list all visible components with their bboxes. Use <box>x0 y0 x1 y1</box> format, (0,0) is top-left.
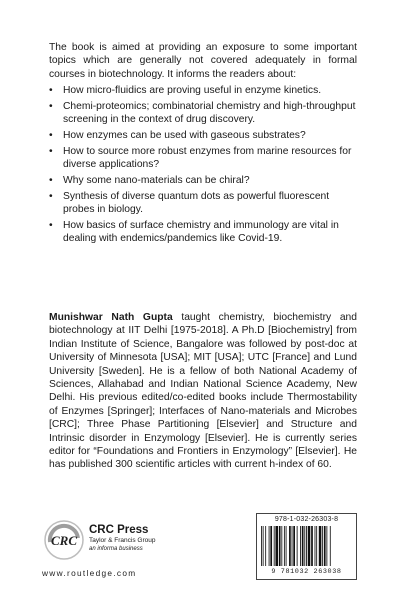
topics-list <box>49 84 357 248</box>
list-item-text: Chemi-proteomics; combinatorial chemistry and high-throughput screening in the context of drug discovery. <box>63 100 356 126</box>
bullet-icon: • <box>49 100 53 112</box>
publisher-text <box>89 524 155 553</box>
crc-logo-text: CRC <box>50 533 78 548</box>
bullet-icon: • <box>49 175 53 186</box>
list-item <box>49 84 357 97</box>
list-item-text: How micro-fluidics are proving useful in enzyme kinetics. <box>63 85 322 96</box>
list-item-text: Synthesis of diverse quantum dots as powerful fluorescent probes in biology. <box>63 190 330 216</box>
bullet-icon: • <box>49 85 53 96</box>
list-item <box>49 219 357 246</box>
bullet-icon: • <box>49 190 53 202</box>
bullet-icon: • <box>49 130 53 141</box>
list-item <box>49 129 357 142</box>
list-item <box>49 100 357 127</box>
list-item <box>49 174 357 187</box>
publisher-name: CRC Press <box>89 524 149 536</box>
bullet-icon: • <box>49 220 53 231</box>
publisher-tagline: an informa business <box>89 546 143 552</box>
list-item-text: Why some nano-materials can be chiral? <box>63 175 250 186</box>
author-bio <box>49 311 357 472</box>
list-item <box>49 190 357 217</box>
crc-logo-icon <box>44 520 84 560</box>
author-name: Munishwar Nath Gupta <box>49 312 173 323</box>
author-bio-text: taught chemistry, biochemistry and biotechnology at IIT Delhi [1975-2018]. A Ph.D [Biochemistry] from Indian Institute of Science, Bangalore was followed by post-doc at University of Minnesota [USA]; MIT [USA]; UTC [France] and Lund University [Sweden]. He is a fellow of both National Academy of Sciences, Allahabad and Indian National Science Academy, New Delhi. His previous edited/co-edited books include Thermostability of Enzymes [Springer]; Interfaces of Nano-materials and Microbes [CRC]; Three Phase Partitioning [Elsevier] and Structure and Intrinsic disorder in Enzymology [Elsevier]. He is currently series editor for “Foundations and Frontiers in Enzymology” [Elsevier]. He has published 300 scientific articles with current h-index of 60. <box>49 312 357 471</box>
publisher-group: Taylor & Francis Group <box>89 537 156 544</box>
barcode-icon <box>261 526 354 568</box>
publisher-logo <box>44 518 194 564</box>
list-item <box>49 145 357 172</box>
intro-paragraph: The book is aimed at providing an exposure to some important topics which are generally not covered adequately in formal courses in biotechnology. It informs the readers about: <box>49 42 357 80</box>
isbn-number: 978-1-032-26303-8 <box>274 516 339 523</box>
bullet-icon: • <box>49 145 53 157</box>
isbn-barcode <box>256 513 357 580</box>
list-item-text: How basics of surface chemistry and immunology are vital in dealing with endemics/pandemics like Covid-19. <box>63 220 339 245</box>
isbn-digits: 9 781032 263038 <box>271 568 342 576</box>
list-item-text: How to source more robust enzymes from marine resources for diverse applications? <box>63 145 352 171</box>
publisher-website: www.routledge.com <box>42 568 137 578</box>
list-item-text: How enzymes can be used with gaseous substrates? <box>63 130 306 141</box>
